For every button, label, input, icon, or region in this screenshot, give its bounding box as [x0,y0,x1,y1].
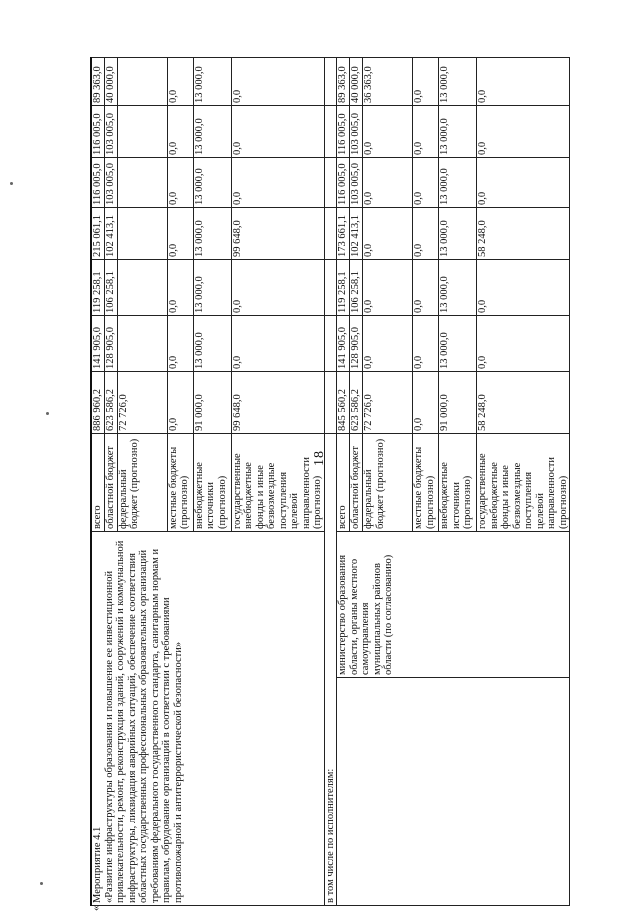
budget-table-body [91,58,570,906]
value-cell: 0,0 [413,158,439,208]
value-cell: 141 905,0 [337,316,350,372]
value-cell: 103 005,0 [104,106,117,158]
value-cell: 13 000,0 [439,158,477,208]
value-cell: 0,0 [167,316,193,372]
value-cell: 13 000,0 [193,208,231,260]
empty-cell [324,208,337,260]
value-cell: 0,0 [413,260,439,316]
value-cell: 119 258,1 [337,260,350,316]
value-cell: 106 258,1 [350,260,363,316]
value-cell: 0,0 [231,316,324,372]
value-cell: 0,0 [363,316,413,372]
source-cell: местные бюджеты (прогнозно) [413,434,439,532]
table-row [91,58,104,906]
value-cell: 0,0 [413,372,439,434]
value-cell: 0,0 [363,158,413,208]
source-cell: государственные внебюджетные фонды и иные безвозмездные поступления целевой направленности (прогнозно) [231,434,324,532]
value-cell: 119 258,1 [91,260,104,316]
value-cell: 0,0 [363,106,413,158]
value-cell: 0,0 [477,260,570,316]
value-cell: 58 248,0 [477,208,570,260]
value-cell: 0,0 [363,208,413,260]
value-cell: 141 905,0 [91,316,104,372]
value-cell: 91 000,0 [439,372,477,434]
value-cell: 116 005,0 [337,158,350,208]
value-cell: 0,0 [231,260,324,316]
value-cell: 13 000,0 [193,106,231,158]
value-cell: 0,0 [413,58,439,106]
source-cell: федеральный бюджет (прогнозно) [363,434,413,532]
value-cell: 173 661,1 [337,208,350,260]
scan-speck [10,182,13,185]
activity-cell [91,532,324,906]
value-cell: 103 005,0 [104,158,117,208]
value-cell: 0,0 [413,208,439,260]
value-cell: 13 000,0 [193,260,231,316]
value-cell: 0,0 [477,158,570,208]
value-cell: 13 000,0 [439,58,477,106]
source-cell: областной бюджет [350,434,363,532]
value-cell: 99 648,0 [231,208,324,260]
empty-cell [324,372,337,434]
value-cell: 845 560,2 [337,372,350,434]
value-cell: 91 000,0 [193,372,231,434]
value-cell: 0,0 [167,372,193,434]
value-cell: 0,0 [477,58,570,106]
value-cell: 40 000,0 [104,58,117,106]
empty-cell [324,158,337,208]
value-cell [117,58,167,106]
value-cell [117,316,167,372]
value-cell: 116 005,0 [91,158,104,208]
value-cell [117,208,167,260]
source-cell: областной бюджет [104,434,117,532]
source-cell: внебюджетные источники (прогнозно) [193,434,231,532]
value-cell: 0,0 [363,260,413,316]
value-cell: 89 363,0 [91,58,104,106]
value-cell: 128 905,0 [350,316,363,372]
value-cell: 0,0 [231,58,324,106]
value-cell [117,106,167,158]
value-cell: 103 005,0 [350,106,363,158]
activity-title: Мероприятие 4.1 [92,534,104,903]
value-cell: 13 000,0 [439,316,477,372]
value-cell: 72 726,0 [363,372,413,434]
value-cell: 0,0 [413,316,439,372]
activity-continuation-cell [337,678,570,906]
value-cell: 102 413,1 [104,208,117,260]
value-cell: 13 000,0 [439,260,477,316]
source-cell: всего [91,434,104,532]
executor-cell: министерство образования области, органы местного самоуправления муниципальных районов области (по согласованию) [337,532,570,678]
value-cell: 0,0 [167,158,193,208]
empty-cell [324,260,337,316]
value-cell [117,260,167,316]
value-cell: 103 005,0 [350,158,363,208]
value-cell: 128 905,0 [104,316,117,372]
value-cell: 0,0 [167,58,193,106]
empty-cell [324,316,337,372]
value-cell: 0,0 [167,106,193,158]
opening-quote-mark: « [91,906,103,911]
value-cell: 106 258,1 [104,260,117,316]
scan-speck [46,412,49,415]
value-cell: 0,0 [167,208,193,260]
value-cell: 72 726,0 [117,372,167,434]
value-cell: 102 413,1 [350,208,363,260]
value-cell: 0,0 [231,106,324,158]
executors-label: в том числе по исполнителям: [324,434,337,906]
value-cell: 886 960,2 [91,372,104,434]
source-cell: внебюджетные источники (прогнозно) [439,434,477,532]
table-row [337,58,350,906]
value-cell: 13 000,0 [439,208,477,260]
value-cell [117,158,167,208]
rotated-table-region [90,58,520,906]
value-cell: 0,0 [477,106,570,158]
value-cell: 116 005,0 [91,106,104,158]
value-cell: 623 586,2 [104,372,117,434]
value-cell: 13 000,0 [193,158,231,208]
scan-speck [40,882,43,885]
source-cell: федеральный бюджет (прогнозно) [117,434,167,532]
value-cell: 623 586,2 [350,372,363,434]
activity-description: «Развитие инфраструктуры образования и повышение ее инвестиционной привлекательности, ремонт, реконструкция зданий, сооружений и коммунальной инфраструктуры, ликвидация аварийных ситуаций, обеспечение соответствия областных государственных профессиональных образовательных организаций требованиям федерального государственного стандарта, санитарным нормам и правилам, обрудование организаций в соответствии с требованиями противопожарной и антитеррористической безопасности» [104,534,185,903]
value-cell: 0,0 [413,106,439,158]
value-cell: 215 061,1 [91,208,104,260]
value-cell: 89 363,0 [337,58,350,106]
empty-cell [324,106,337,158]
value-cell: 40 000,0 [350,58,363,106]
value-cell: 116 005,0 [337,106,350,158]
value-cell: 13 000,0 [193,58,231,106]
source-cell: государственные внебюджетные фонды и иные безвозмездные поступления целевой направленности (прогнозно) [477,434,570,532]
value-cell: 0,0 [167,260,193,316]
page-number: 18 [312,450,328,466]
executors-label-row [324,58,337,906]
empty-cell [324,58,337,106]
value-cell: 0,0 [231,158,324,208]
budget-table [90,57,570,906]
source-cell: местные бюджеты (прогнозно) [167,434,193,532]
value-cell: 99 648,0 [231,372,324,434]
value-cell: 13 000,0 [439,106,477,158]
source-cell: всего [337,434,350,532]
value-cell: 13 000,0 [193,316,231,372]
value-cell: 36 363,0 [363,58,413,106]
value-cell: 0,0 [477,316,570,372]
value-cell: 58 248,0 [477,372,570,434]
